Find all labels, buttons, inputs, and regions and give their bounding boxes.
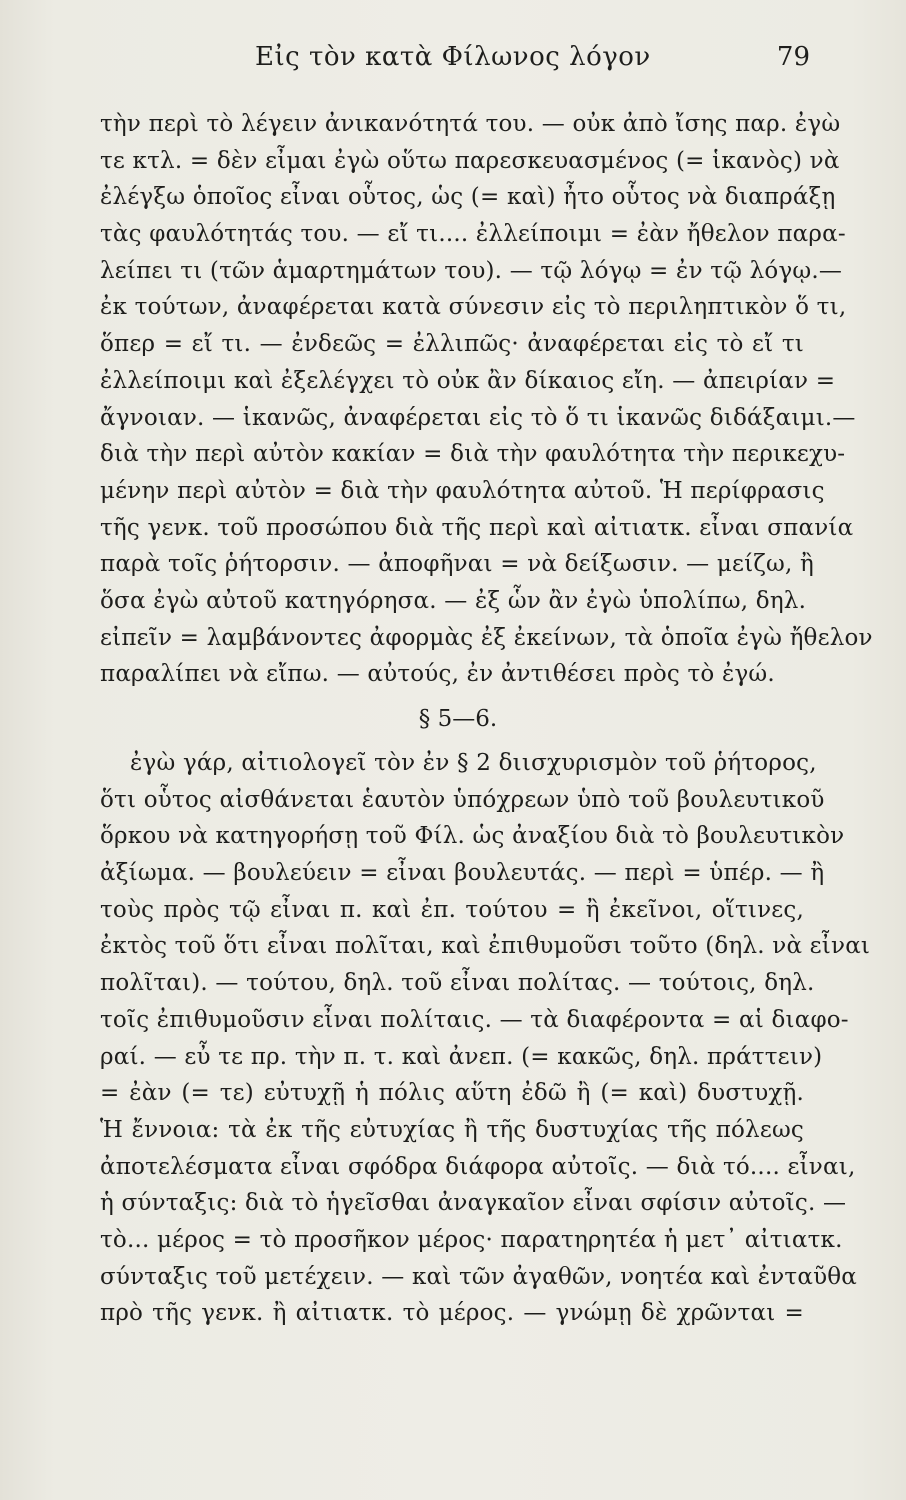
page-header	[100, 42, 810, 82]
text-line: τε κτλ. = δὲν εἶμαι ἐγὼ οὕτω παρεσκευασμένος (= ἱκανὸς) νὰ	[100, 147, 840, 174]
text-line: παραλίπει νὰ εἴπω. — αὐτούς, ἐν ἀντιθέσει πρὸς τὸ ἐγώ.	[100, 661, 775, 688]
text-line: ἐκτὸς τοῦ ὅτι εἶναι πολῖται, καὶ ἐπιθυμοῦσι τοῦτο (δηλ. νὰ εἶναι	[100, 933, 871, 960]
text-line: τοὺς πρὸς τῷ εἶναι π. καὶ ἐπ. τούτου = ἢ ἐκεῖνοι, οἵτινες,	[100, 896, 804, 923]
text-line: τοῖς ἐπιθυμοῦσιν εἶναι πολίταις. — τὰ διαφέροντα = αἱ διαφο-	[100, 1006, 849, 1033]
text-line: διὰ τὴν περὶ αὐτὸν κακίαν = διὰ τὴν φαυλότητα τὴν περικεχυ-	[100, 441, 846, 468]
text-line: ὅτι οὗτος αἰσθάνεται ἑαυτὸν ὑπόχρεων ὑπὸ τοῦ βουλευτικοῦ	[100, 786, 825, 813]
text-line: = ἐὰν (= τε) εὐτυχῇ ἡ πόλις αὕτη ἐδῶ ἢ (= καὶ) δυστυχῇ.	[100, 1080, 804, 1107]
text-line: ὅσα ἐγὼ αὐτοῦ κατηγόρησα. — ἐξ ὧν ἂν ἐγὼ ὑπολίπω, δηλ.	[100, 587, 807, 614]
running-title: Εἰς τὸν κατὰ Φίλωνος λόγον	[255, 42, 651, 72]
text-line: ἀξίωμα. — βουλεύειν = εἶναι βουλευτάς. — περὶ = ὑπέρ. — ἢ	[100, 860, 825, 887]
text-line: τὰς φαυλότητάς του. — εἴ τι.... ἐλλείποιμι = ἐὰν ἤθελον παρα-	[100, 221, 846, 248]
text-line: Ἡ ἔννοια: τὰ ἐκ τῆς εὐτυχίας ἢ τῆς δυστυχίας τῆς πόλεως	[100, 1116, 804, 1143]
section-heading-text: § 5—6.	[418, 706, 498, 732]
text-line: τὴν περὶ τὸ λέγειν ἀνικανότητά του. — οὐκ ἀπὸ ἴσης παρ. ἐγὼ	[100, 111, 841, 137]
text-line: παρὰ τοῖς ῥήτορσιν. — ἀποφῆναι = νὰ δείξωσιν. — μείζω, ἢ	[100, 551, 814, 578]
text-line: μένην περὶ αὐτὸν = διὰ τὴν φαυλότητα αὐτοῦ. Ἡ περίφρασις	[100, 477, 825, 504]
text-line: ἐλλείποιμι καὶ ἐξελέγχει τὸ οὐκ ἂν δίκαιος εἴη. — ἀπειρίαν =	[100, 367, 836, 394]
text-line: τὸ... μέρος = τὸ προσῆκον μέρος· παρατηρητέα ἡ μετ᾿ αἰτιατκ.	[100, 1226, 843, 1253]
commentary-block-2	[100, 745, 871, 1332]
text-line: ἐγὼ γάρ, αἰτιολογεῖ τὸν ἐν § 2 διισχυρισμὸν τοῦ ῥήτορος,	[130, 750, 817, 776]
text-line: σύνταξις τοῦ μετέχειν. — καὶ τῶν ἀγαθῶν, νοητέα καὶ ἐνταῦθα	[100, 1263, 858, 1290]
text-line: πολῖται). — τούτου, δηλ. τοῦ εἶναι πολίτας. — τούτοις, δηλ.	[100, 970, 815, 997]
commentary-block-1	[100, 106, 873, 693]
text-line: ἀποτελέσματα εἶναι σφόδρα διάφορα αὐτοῖς. — διὰ τό.... εἶναι,	[100, 1153, 856, 1180]
text-line: ἐλέγξω ὁποῖος εἶναι οὗτος, ὡς (= καὶ) ἦτο οὗτος νὰ διαπράξῃ	[100, 184, 836, 211]
text-line: ἐκ τούτων, ἀναφέρεται κατὰ σύνεσιν εἰς τὸ περιληπτικὸν ὅ τι,	[100, 294, 847, 321]
text-line: ὅπερ = εἴ τι. — ἐνδεῶς = ἐλλιπῶς· ἀναφέρεται εἰς τὸ εἴ τι	[100, 331, 804, 358]
text-line: εἰπεῖν = λαμβάνοντες ἀφορμὰς ἐξ ἐκείνων, τὰ ὁποῖα ἐγὼ ἤθελον	[100, 624, 873, 651]
text-line: τῆς γενκ. τοῦ προσώπου διὰ τῆς περὶ καὶ αἰτιατκ. εἶναι σπανία	[100, 514, 854, 541]
section-heading	[0, 704, 906, 734]
text-line: ὅρκου νὰ κατηγορήσῃ τοῦ Φίλ. ὡς ἀναξίου διὰ τὸ βουλευτικὸν	[100, 823, 845, 850]
text-line: ἡ σύνταξις: διὰ τὸ ἡγεῖσθαι ἀναγκαῖον εἶναι σφίσιν αὐτοῖς. —	[100, 1190, 847, 1217]
text-line: λείπει τι (τῶν ἁμαρτημάτων του). — τῷ λόγῳ = ἐν τῷ λόγῳ.—	[100, 257, 843, 284]
text-line: ἄγνοιαν. — ἱκανῶς, ἀναφέρεται εἰς τὸ ὅ τι ἱκανῶς διδάξαιμι.—	[100, 404, 856, 431]
page-number: 79	[776, 42, 810, 72]
text-line: πρὸ τῆς γενκ. ἢ αἰτιατκ. τὸ μέρος. — γνώμῃ δὲ χρῶνται =	[100, 1300, 804, 1327]
text-line: ραί. — εὖ τε πρ. τὴν π. τ. καὶ ἀνεπ. (= κακῶς, δηλ. πράττειν)	[100, 1043, 823, 1070]
